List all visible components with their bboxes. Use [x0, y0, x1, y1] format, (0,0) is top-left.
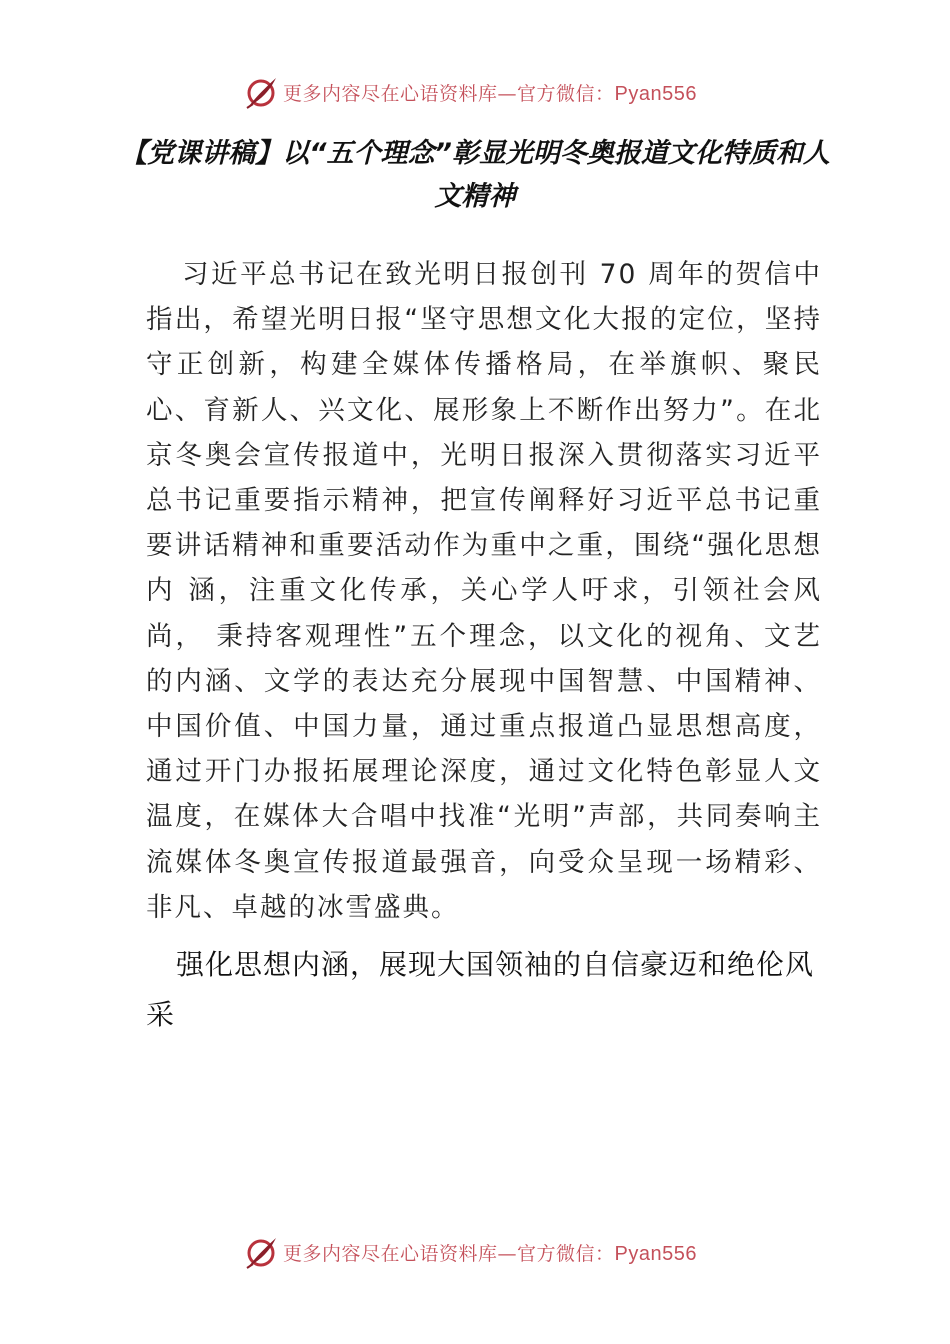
- banner-text: [283, 1239, 697, 1266]
- red-quill-logo-icon: [243, 1234, 279, 1270]
- banner-text: [283, 79, 697, 106]
- banner-promo-text: 更多内容尽在心语资料库—官方微信：: [283, 82, 615, 105]
- footer-banner: [0, 1232, 950, 1272]
- header-banner: [0, 72, 950, 112]
- banner-promo-text: 更多内容尽在心语资料库—官方微信：: [283, 1242, 615, 1265]
- document-title: 【党课讲稿】以“五个理念”彰显光明冬奥报道文化特质和人文精神: [120, 138, 830, 212]
- section-heading: 强化思想内涵，展现大国领袖的自信豪迈和绝伦风采: [146, 948, 815, 1031]
- wechat-id: Pyan556: [614, 1242, 697, 1265]
- red-quill-logo-icon: [243, 74, 279, 110]
- body-paragraph: 习近平总书记在致光明日报创刊 70 周年的贺信中指出，希望光明日报“坚守思想文化大报的定位，坚持守正创新，构建全媒体传播格局，在举旗帜、聚民心、育新人、兴文化、展形象上不断作出努力”。在北京冬奥会宣传报道中，光明日报深入贯彻落实习近平总书记重要指示精神，把宣传阐释好习近平总书记重要讲话精神和重要活动作为重中之重，围绕“强化思想内 涵，注重文化传承，关心学人吁求，引领社会风尚， 秉持客观理性”五个理念，以文化的视角、文艺的内涵、文学的表达充分展现中国智慧、中国精神、中国价值、中国力量，通过重点报道凸显思想高度，通过开门办报拓展理论深度，通过文化特色彰显人文温度，在媒体大合唱中找准“光明”声部，共同奏响主流媒体冬奥宣传报道最强音，向受众呈现一场精彩、非凡、卓越的冰雪盛典。: [146, 259, 822, 923]
- wechat-id: Pyan556: [614, 82, 697, 105]
